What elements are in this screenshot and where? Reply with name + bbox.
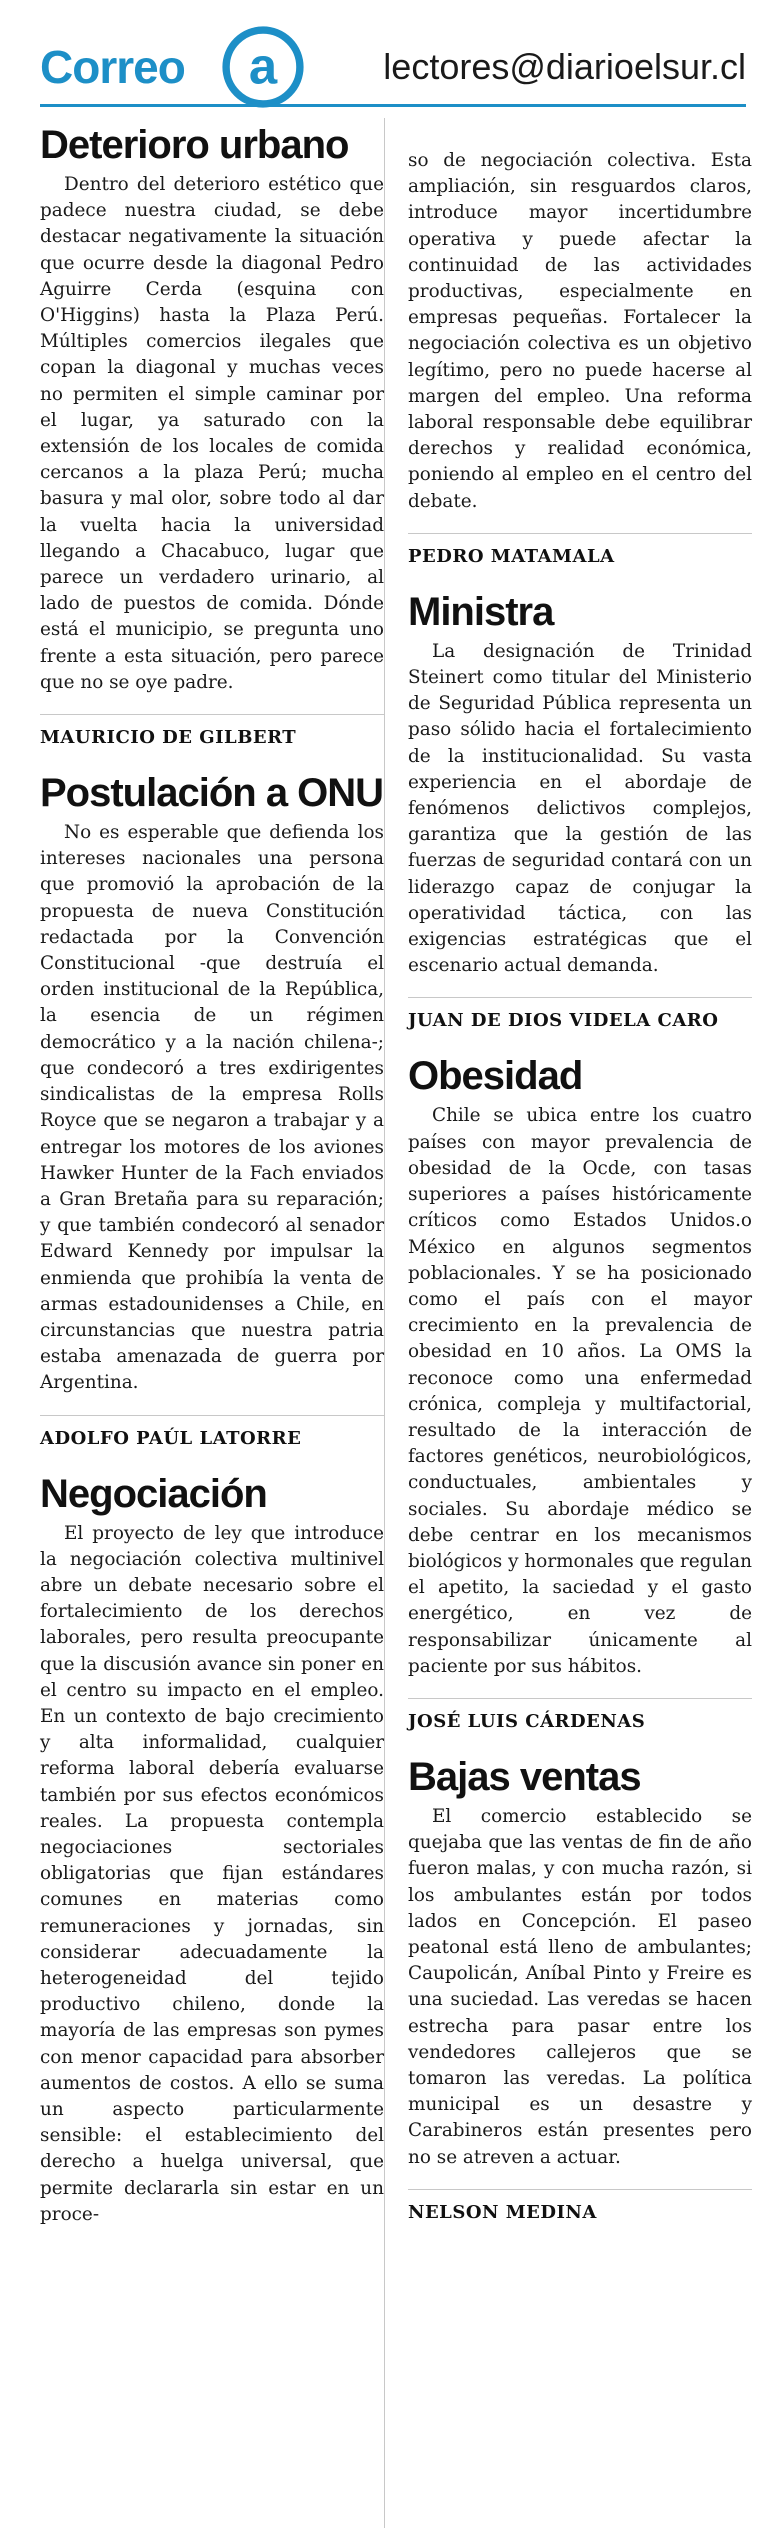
header-rule [40, 104, 746, 107]
left-column [40, 122, 384, 2228]
letter-author: NELSON MEDINA [408, 2189, 752, 2223]
column-divider [384, 118, 385, 2528]
contact-email: lectores@diarioelsur.cl [383, 46, 746, 87]
letter-author: JUAN DE DIOS VIDELA CARO [408, 997, 752, 1031]
section-title: Correo [40, 41, 185, 93]
letter-title: Negociación [40, 1471, 267, 1516]
letter-postulacion-onu [40, 770, 384, 1448]
letter-body: La designación de Trinidad Steinert como titular del Ministerio de Seguridad Pública representa un paso sólido hacia el fortalecimiento de la institucionalidad. Su vasta experiencia en el abordaje de fenómenos delictivos complejos, garantiza que la gestión de las fuerzas de seguridad contará con un liderazgo capaz de conjugar la operatividad táctica, con las exigencias estratégicas que el escenario actual demanda. [408, 640, 752, 977]
letter-body: No es esperable que defienda los intereses nacionales una persona que promovió la aprobación de la propuesta de nueva Constitución redactada por la Convención Constitucional -que destruía el orden institucional de la República, la esencia de un régimen democrático y a la nación chilena-; que condecoró a tres exdirigentes sindicalistas de la empresa Rolls Royce que se negaron a trabajar y a entregar los motores de los aviones Hawker Hunter de la Fach enviados a Gran Bretaña para su reparación; y que también condecoró al senador Edward Kennedy por impulsar la enmienda que prohibía la venta de armas estadounidenses a Chile, en circunstancias que nuestra patria estaba amenazada de guerra por Argentina. [40, 822, 384, 1394]
letter-deterioro-urbano [40, 122, 384, 748]
letter-title: Bajas ventas [408, 1754, 641, 1799]
letter-ministra [408, 589, 752, 1032]
letter-obesidad [408, 1053, 752, 1731]
letter-bajas-ventas [408, 1754, 752, 2223]
letter-title: Postulación a ONU [40, 771, 384, 816]
svg-text:a: a [248, 37, 278, 95]
letter-author: ADOLFO PAÚL LATORRE [40, 1415, 384, 1449]
letter-body: El proyecto de ley que introduce la negociación colectiva multinivel abre un debate necesario sobre el fortalecimiento de los derechos laborales, pero resulta preocupante que la discusión avance sin poner en el centro su impacto en el empleo. En un contexto de bajo crecimiento y alta informalidad, cualquier reforma laboral debería evaluarse también por sus efectos económicos reales. La propuesta contempla negociaciones sectoriales obligatorias que fijan estándares comunes en materias como remuneraciones y jornadas, sin considerar adecuadamente la heterogeneidad del tejido productivo chileno, donde la mayoría de las empresas son pymes con menor capacidad para absorber aumentos de costos. A ello se suma un aspecto particularmente sensible: el establecimiento del derecho a huelga universal, que permite declararla sin estar en un proce- [40, 1522, 384, 2225]
letter-body: El comercio establecido se quejaba que las ventas de fin de año fueron malas, y con mucha razón, si los ambulantes están por todos lados en Concepción. El paseo peatonal está lleno de ambulantes; Caupolicán, Aníbal Pinto y Freire es una suciedad. Las veredas se hacen estrecha para pasar entre los vendedores callejeros que se tomaron las veredas. La política municipal es un desastre y Carabineros están presentes pero no se atreven a actuar. [408, 1805, 752, 2168]
letter-body: Chile se ubica entre los cuatro países con mayor prevalencia de obesidad de la Ocde, con tasas superiores a países históricamente críticos como Estados Unidos.o México en algunos segmentos poblacionales. Y se ha posicionado como el país con el mayor crecimiento en la prevalencia de obesidad en 10 años. La OMS la reconoce como una enfermedad crónica, compleja y multifactorial, resultado de la interacción de factores genéticos, neurobiológicos, conductuales, ambientales y sociales. Su abordaje médico se debe centrar en los mecanismos biológicos y hormonales que regulan el apetito, la saciedad y el gasto energético, en vez de responsabilizar únicamente al paciente por sus hábitos. [408, 1105, 752, 1677]
letter-author: JOSÉ LUIS CÁRDENAS [408, 1698, 752, 1732]
letter-body-continuation: so de negociación colectiva. Esta ampliación, sin resguardos claros, introduce mayor incertidumbre operativa y puede afectar la continuidad de las actividades productivas, especialmente en empresas pequeñas. Fortalecer la negociación colectiva es un objetivo legítimo, pero no puede hacerse al margen del empleo. Una reforma laboral responsable debe equilibrar derechos y realidad económica, poniendo al empleo en el centro del debate. [408, 150, 752, 512]
right-column [408, 148, 752, 2223]
section-header [0, 0, 764, 118]
letter-author: MAURICIO DE GILBERT [40, 714, 384, 748]
letter-title: Obesidad [408, 1054, 583, 1099]
letter-body: Dentro del deterioro estético que padece nuestra ciudad, se debe destacar negativamente la situación que ocurre desde la diagonal Pedro Aguirre Cerda (esquina con O'Higgins) hasta la Plaza Perú. Múltiples comercios ilegales que copan la diagonal y muchas veces no permiten el simple caminar por el lugar, ya saturado con la extensión de los locales de comida cercanos a la plaza Perú; mucha basura y mal olor, sobre todo al dar la vuelta hacia la universidad llegando a Chacabuco, lugar que parece un verdadero urinario, al lado de puestos de comida. Dónde está el municipio, se pregunta uno frente a esta situación, pero parece que no se oye padre. [40, 174, 384, 693]
letter-negociacion [40, 1471, 384, 2228]
letter-title: Deterioro urbano [40, 123, 349, 167]
letter-author: PEDRO MATAMALA [408, 533, 752, 567]
at-sign-icon [222, 26, 304, 108]
letter-negociacion-continued [408, 148, 752, 567]
letter-title: Ministra [408, 589, 554, 634]
